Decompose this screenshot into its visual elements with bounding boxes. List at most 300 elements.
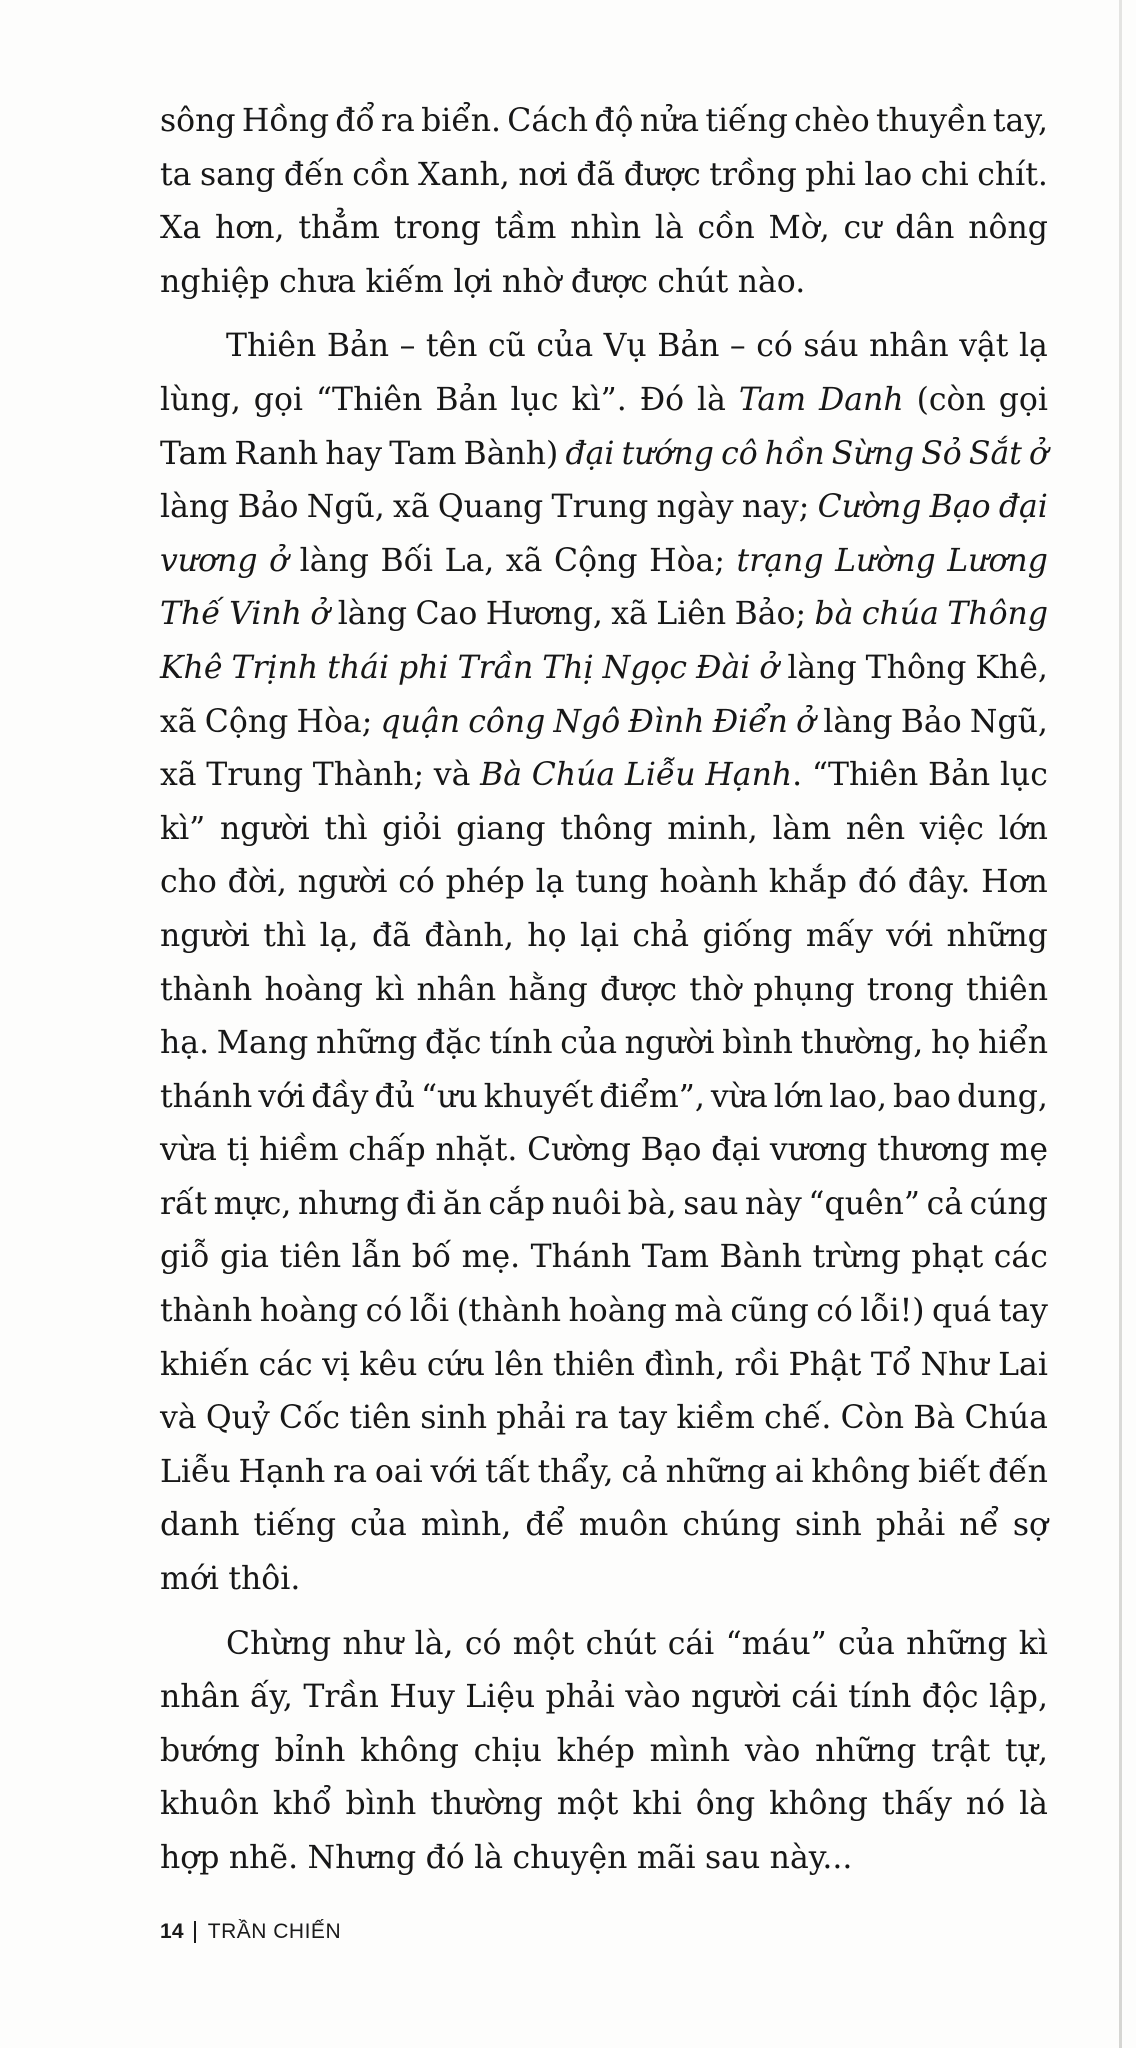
word: Bành) [463,435,559,472]
word: nơi [518,156,568,193]
word: sợ [1012,1507,1048,1544]
word: cứu [426,1346,486,1383]
word: vào [625,1679,681,1716]
word: Xa [160,210,202,247]
word: Sỏ [921,435,962,472]
word: điểm”, [599,1078,705,1115]
word: Tam [160,435,228,472]
word: sau [683,1185,739,1222]
word: cũ [487,328,526,365]
word: tung [575,864,649,901]
word: Sắt [968,435,1022,472]
word: Cách [507,103,589,139]
word: đại [565,435,615,472]
word: (thành [456,1293,562,1330]
word: có [398,864,435,901]
word: chuyện [512,1840,628,1876]
word: thờ [689,971,742,1008]
word: Ngũ, [969,703,1048,740]
text-line [160,1285,1048,1339]
word: Điển [712,703,788,740]
word: lùng, [160,381,241,418]
text-line [160,642,1048,696]
word: thiên [966,971,1048,1008]
word: Ngũ, [306,489,385,526]
word: đi [405,1185,437,1222]
word: “Thiên [315,381,423,418]
word: tiếng [705,103,788,139]
word: không [811,1453,911,1490]
paragraph-gap [160,309,1048,320]
word: Cường [527,1132,631,1169]
word: công [468,703,546,740]
word: là [474,1840,503,1876]
word: ngày [656,489,734,526]
word: Bối [380,542,434,579]
text-line [160,256,1048,310]
word: Quang [437,489,544,526]
word: các [993,1239,1048,1276]
word: họ [527,917,567,954]
word: cho [160,864,217,901]
word: chả [632,917,690,954]
word: Bành [719,1239,802,1276]
word: đại [711,1132,761,1169]
word: lạ [1018,328,1048,365]
word: hoàng [568,1293,667,1330]
word: Thánh [530,1239,632,1276]
word: Danh [819,381,904,418]
word: Bạo [929,489,991,526]
word: dân [895,210,955,247]
word: phạt [911,1239,984,1276]
word: ai [774,1453,804,1490]
word: Vụ [603,328,647,365]
word: sinh [420,1400,488,1437]
word: nửa [639,103,700,139]
word: Khê [160,649,223,686]
word: kì” [160,810,206,847]
text-line [160,1124,1048,1178]
word: làng [160,489,230,526]
word: vừa [160,1132,217,1169]
word: người [624,1025,715,1062]
word: hồn [764,435,825,472]
word: những [946,917,1048,954]
word: Tổ [870,1346,912,1383]
word: đó [425,1840,465,1876]
word: tầm [494,210,557,247]
word: của [838,1625,895,1662]
word: kiềm [676,1400,755,1437]
word: giỗ [160,1239,210,1276]
word: phụng [753,971,855,1008]
text-line [160,95,1048,149]
word: đã [371,917,411,954]
word: vương [160,542,258,579]
word: đây. [907,864,971,901]
text-line [160,1446,1048,1500]
word: mấy [805,917,873,954]
word: Tam [738,381,807,418]
text-line [160,1778,1048,1832]
word: việc [919,810,984,847]
word: sáu [803,328,859,365]
page-edge [1119,0,1122,2048]
word: lẫn [351,1239,402,1276]
text-line [160,1618,1048,1672]
word: gia [219,1239,270,1276]
text-line [160,374,1048,428]
word: kêu [359,1346,418,1383]
author-name: TRẦN CHIẾN [207,1920,342,1943]
word: ăn [442,1185,482,1222]
word: được [570,263,648,300]
word: hạ. [160,1025,210,1062]
word: Xanh, [418,156,510,193]
word: được [623,156,701,193]
word: mới [160,1561,219,1598]
word: độ [594,103,634,139]
word: Thị [542,649,594,686]
word: cả [926,1185,963,1222]
word: có [365,1293,403,1330]
text-line [160,910,1048,964]
word: biển. [421,103,501,139]
word: ở [796,703,816,740]
word: lớn [773,1078,824,1115]
word: giỏi [382,810,442,847]
word: xã [611,596,648,633]
word: – [729,328,746,365]
word: sinh [795,1507,862,1544]
word: trật [931,1732,991,1769]
word: người [297,864,388,901]
word: nể [959,1507,999,1544]
word: cắp [488,1185,545,1222]
word: chúa [861,596,939,633]
word: và [433,757,471,794]
word: có [816,1293,853,1330]
word: Lường [835,542,936,579]
word: dung, [956,1078,1048,1115]
word: là, [414,1625,454,1662]
word: một [556,1786,619,1823]
word: oai [374,1453,423,1490]
word: Còn [840,1400,905,1437]
word: nhờ [501,263,562,300]
word: Thông [865,649,967,686]
word: lạ [535,864,565,901]
text-line [160,1071,1048,1125]
text-line [160,749,1048,803]
word: với [258,1078,306,1115]
word: tiên [279,1239,342,1276]
word: Vinh [229,596,302,633]
word: Tam [641,1239,710,1276]
word: chút [657,263,729,300]
text-line [160,964,1048,1018]
word: Cộng [554,542,638,579]
word: các [258,1346,313,1383]
word: mình [649,1732,731,1769]
word: chế. [764,1400,832,1437]
word: Hạnh [238,1453,326,1490]
word: cúng [969,1185,1048,1222]
word: khắp [768,864,848,901]
word: ông [695,1786,756,1823]
word: người [160,917,250,954]
word: “Thiên [811,757,919,794]
word: mẹ [999,1132,1048,1169]
word: thánh [160,1078,253,1115]
word: tên [425,328,478,365]
word: Cao [415,596,478,633]
text-line [160,320,1048,374]
word: mình, [420,1507,512,1544]
word: Thiên [226,328,317,365]
word: Hương, [485,596,603,633]
word: thái [327,649,390,686]
word: phép [445,864,525,901]
word: chèo [794,103,870,139]
word: sau [705,1840,761,1876]
word: Lai [998,1346,1048,1383]
word: tất [485,1453,530,1490]
word: xã [505,542,543,579]
word: và [160,1400,197,1437]
word: “máu” [725,1625,827,1662]
word: Huy [389,1679,455,1716]
word: bình [345,1786,417,1823]
word: ra [333,1453,367,1490]
word: xã [160,703,197,740]
word: tự, [1005,1732,1048,1769]
word: thẳm [298,210,380,247]
word: không [769,1786,868,1823]
word: người [219,810,310,847]
text-line [160,1832,1048,1886]
word: Chúa [964,1400,1048,1437]
word: thì [324,810,368,847]
word: chúng [682,1507,782,1544]
word: bướng [160,1732,260,1769]
footer-separator [194,1921,196,1943]
word: trong [866,971,954,1008]
word: những [815,1732,917,1769]
word: Bản [435,381,498,418]
word: – [399,328,416,365]
word: đời, [227,864,287,901]
word: “ưu [421,1078,478,1115]
word: làng [299,542,369,579]
word: của [536,328,594,365]
word: cô [721,435,758,472]
word: lợi [453,263,493,300]
word: vật [959,328,1009,365]
word: sang [199,156,276,193]
text-line [160,1017,1048,1071]
word: khiến [160,1346,250,1383]
word: Liễu [160,1453,231,1490]
word: ấy, [250,1679,293,1716]
word: Sừng [831,435,915,472]
word: chịu [473,1732,542,1769]
word: những [315,1025,418,1062]
word: ở [310,596,330,633]
word: thôi. [228,1561,301,1598]
word: chút [585,1625,657,1662]
word: chấp [348,1132,426,1169]
word: những [906,1625,1008,1662]
word: đủ [374,1078,415,1115]
word: tính [489,1025,553,1062]
word: thương [877,1132,990,1169]
word: với [430,1453,478,1490]
word: khi [632,1786,682,1823]
word: Ranh [234,435,319,472]
word: Cộng [204,703,289,740]
word: Phật [788,1346,862,1383]
word: thẩy, [537,1453,614,1490]
word: Bảo [900,703,962,740]
word: mẹ. [461,1239,521,1276]
word: tay [998,1293,1048,1330]
word: rồi [734,1346,780,1383]
word: ta [160,156,192,193]
word: có [464,1625,502,1662]
word: đến [988,1453,1048,1490]
word: chít. [977,156,1048,193]
word: hằng [508,971,588,1008]
word: Nhưng [307,1840,417,1876]
word: phải [496,1400,566,1437]
word: biết [918,1453,981,1490]
word: tay, [992,103,1048,139]
word: nhẽ. [228,1840,299,1876]
word: quận [380,703,461,740]
word: đặc [424,1025,482,1062]
word: Bản [928,757,991,794]
word: hiềm [258,1132,339,1169]
word: khuôn [160,1786,259,1823]
word: nhân [160,1679,240,1716]
word: gọi [998,381,1048,418]
word: mà [674,1293,723,1330]
word: Tam [389,435,457,472]
text-line [160,1231,1048,1285]
word: đến [283,156,344,193]
text-line [160,696,1048,750]
text-line [160,803,1048,857]
word: nông [968,210,1048,247]
word: thành [160,971,253,1008]
word: rất [160,1185,208,1222]
text-line [160,1499,1048,1553]
word: cồn [352,156,410,193]
word: cái [791,1679,838,1716]
word: Liệu [465,1679,536,1716]
word: làng [823,703,893,740]
text-line [160,1178,1048,1232]
word: phi [805,156,856,193]
word: trong [393,210,481,247]
word: bà [814,596,854,633]
word: lục [999,757,1048,794]
word: Cường [817,489,922,526]
word: được [600,971,678,1008]
word: của [560,1025,617,1062]
word: xã [393,489,430,526]
text-line [160,1392,1048,1446]
word: ở [269,542,289,579]
word: nay; [741,489,810,526]
word: đình, [644,1346,726,1383]
word: với [886,917,934,954]
text-line [160,149,1048,203]
word: minh, [667,810,758,847]
word: Khê, [975,649,1048,686]
word: bao [893,1078,951,1115]
word: đại [998,489,1048,526]
word: Bà [913,1400,956,1437]
word: cả [621,1453,658,1490]
word: vừa [710,1078,768,1115]
word: trừng [812,1239,901,1276]
word: cũng [730,1293,809,1330]
word: Quỷ [205,1400,270,1437]
word: thường, [800,1025,924,1062]
word: lỗi!) [860,1293,925,1330]
word: thường [430,1786,543,1823]
word: họ [931,1025,971,1062]
word: Đó [639,381,685,418]
word: bố [411,1239,452,1276]
word: tính [848,1679,912,1716]
word: lên [494,1346,544,1383]
word: ở [1029,435,1048,472]
word: Trần [303,1679,379,1716]
word: quá [932,1293,992,1330]
word: tiếng [253,1507,337,1544]
word: là [654,210,684,247]
word: mãi [636,1840,696,1876]
word: khép [556,1732,635,1769]
word: bỉnh [274,1732,346,1769]
text-line [160,588,1048,642]
word: Trần [457,649,534,686]
word: Bảo; [734,596,807,633]
word: La, [444,542,495,579]
word: xã [160,757,197,794]
word: thấy [881,1786,952,1823]
word: làm [772,810,832,847]
word: đã [576,156,616,193]
word: không [360,1732,459,1769]
word: khuyết [483,1078,594,1115]
word: Thành; [312,757,425,794]
word: trạng [736,542,824,579]
word: Chúa [531,757,616,794]
word: nhưng [297,1185,400,1222]
word: Bạo [640,1132,702,1169]
word: Lương [947,542,1048,579]
word: phi [398,649,449,686]
word: gọi [253,381,303,418]
word: Bà [480,757,523,794]
word: Thế [160,596,221,633]
word: Bản [326,328,390,365]
